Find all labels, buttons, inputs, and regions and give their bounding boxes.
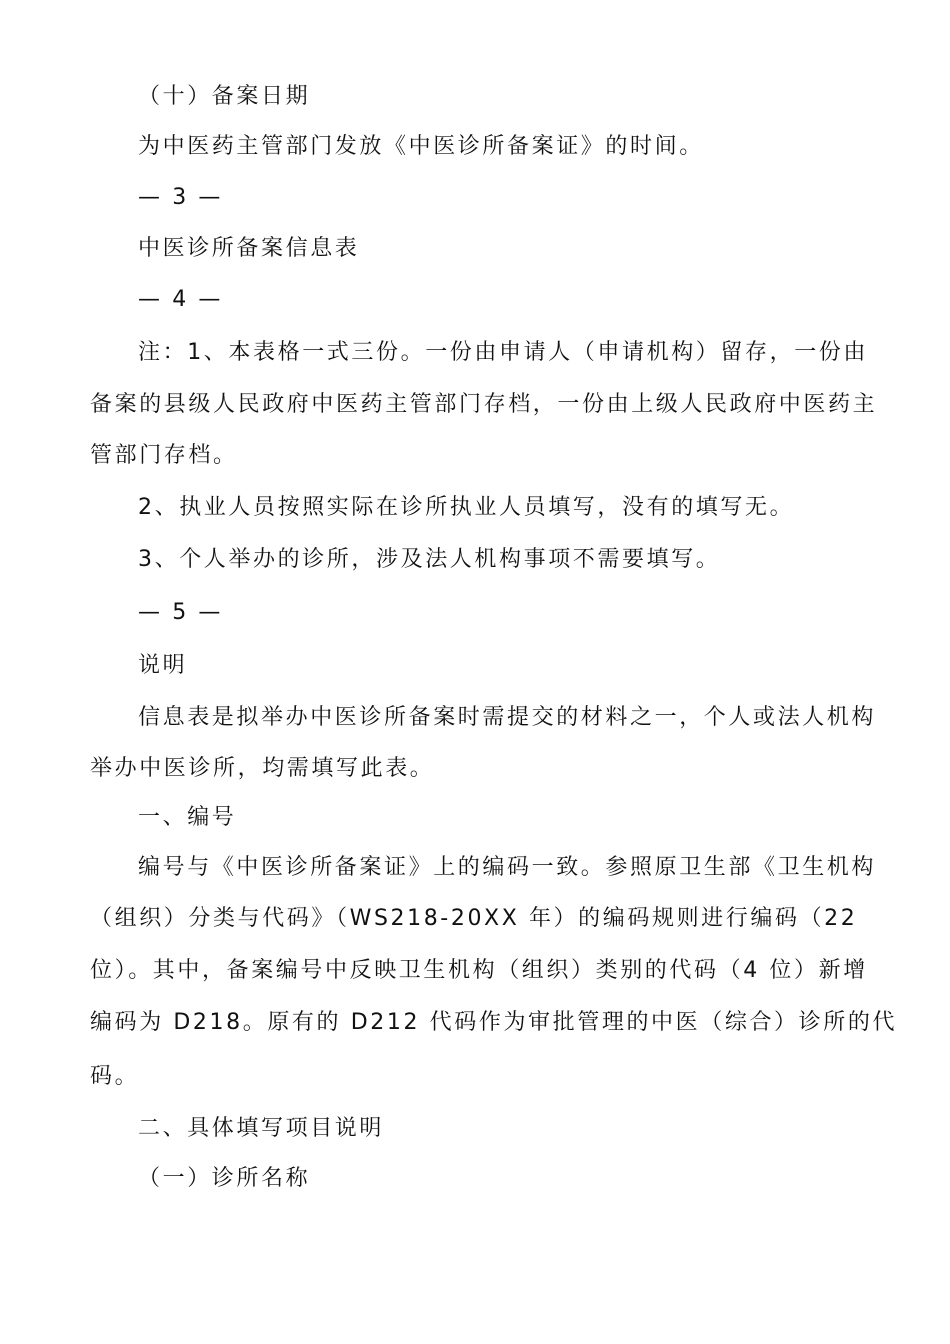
note-1-line-3: 管部门存档。 xyxy=(90,443,238,468)
part-1-line-4: 编码为 D218。原有的 D212 代码作为审批管理的中医（综合）诊所的代 xyxy=(90,1010,898,1035)
page-number-3: — 3 — xyxy=(138,185,223,210)
note-1-line-1: 注：1、本表格一式三份。一份由申请人（申请机构）留存，一份由 xyxy=(138,340,868,365)
explanation-line-2: 举办中医诊所，均需填写此表。 xyxy=(90,756,435,781)
form-title: 中医诊所备案信息表 xyxy=(138,236,360,261)
note-1-line-2: 备案的县级人民政府中医药主管部门存档，一份由上级人民政府中医药主 xyxy=(90,392,878,417)
explanation-heading: 说明 xyxy=(138,653,188,678)
part-1-line-1: 编号与《中医诊所备案证》上的编码一致。参照原卫生部《卫生机构 xyxy=(138,855,877,880)
part-1-line-3: 位）。其中，备案编号中反映卫生机构（组织）类别的代码（4 位）新增 xyxy=(90,958,868,983)
section-10-body: 为中医药主管部门发放《中医诊所备案证》的时间。 xyxy=(138,134,704,159)
part-1-heading: 一、编号 xyxy=(138,805,237,830)
part-2-item-1: （一）诊所名称 xyxy=(138,1166,311,1191)
part-2-heading: 二、具体填写项目说明 xyxy=(138,1116,385,1141)
section-10-heading: （十）备案日期 xyxy=(138,84,311,109)
page-number-4: — 4 — xyxy=(138,287,223,312)
note-3: 3、个人举办的诊所，涉及法人机构事项不需要填写。 xyxy=(138,547,721,572)
note-2: 2、执业人员按照实际在诊所执业人员填写，没有的填写无。 xyxy=(138,495,795,520)
explanation-line-1: 信息表是拟举办中医诊所备案时需提交的材料之一，个人或法人机构 xyxy=(138,705,877,730)
page-number-5: — 5 — xyxy=(138,600,223,625)
part-1-line-5: 码。 xyxy=(90,1064,140,1089)
part-1-line-2: （组织）分类与代码》（WS218-20XX 年）的编码规则进行编码（22 xyxy=(90,906,858,931)
